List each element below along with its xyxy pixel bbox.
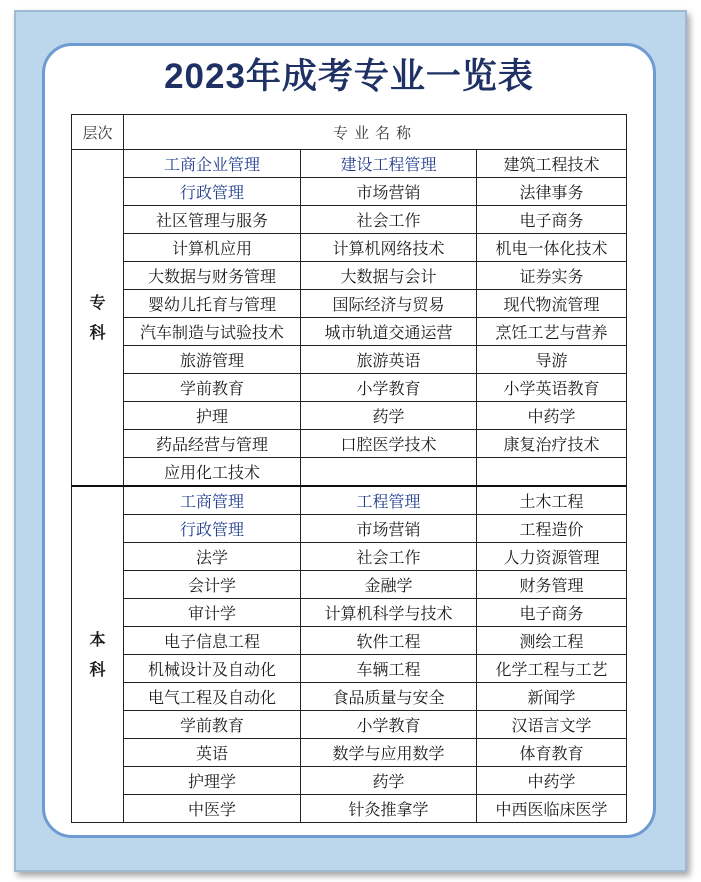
major-cell: 大数据与财务管理 — [124, 262, 301, 290]
table-row — [72, 683, 627, 711]
major-cell: 小学教育 — [301, 374, 477, 402]
table-row — [72, 430, 627, 458]
table-row — [72, 262, 627, 290]
major-cell: 机电一体化技术 — [477, 234, 627, 262]
section-label-char: 本 — [89, 629, 106, 649]
table-row — [72, 346, 627, 374]
major-cell: 工程造价 — [477, 515, 627, 543]
major-cell: 新闻学 — [477, 683, 627, 711]
major-cell: 护理学 — [124, 767, 301, 795]
table-row — [72, 402, 627, 430]
major-cell: 城市轨道交通运营 — [301, 318, 477, 346]
major-cell: 人力资源管理 — [477, 543, 627, 571]
major-cell: 小学教育 — [301, 711, 477, 739]
table-row — [72, 515, 627, 543]
table-row — [72, 543, 627, 571]
table-row — [72, 767, 627, 795]
section-label-char: 科 — [89, 659, 106, 679]
table-row — [72, 318, 627, 346]
major-cell: 药品经营与管理 — [124, 430, 301, 458]
major-cell: 社会工作 — [301, 206, 477, 234]
major-cell: 行政管理 — [124, 178, 301, 206]
major-cell: 中西医临床医学 — [477, 795, 627, 823]
major-cell: 工商管理 — [124, 486, 301, 515]
major-cell: 康复治疗技术 — [477, 430, 627, 458]
major-cell: 电气工程及自动化 — [124, 683, 301, 711]
major-cell: 药学 — [301, 767, 477, 795]
major-cell: 国际经济与贸易 — [301, 290, 477, 318]
major-cell: 证券实务 — [477, 262, 627, 290]
major-cell: 行政管理 — [124, 515, 301, 543]
table-row — [72, 655, 627, 683]
major-cell: 土木工程 — [477, 486, 627, 515]
major-cell: 计算机网络技术 — [301, 234, 477, 262]
table-row — [72, 458, 627, 487]
major-cell: 车辆工程 — [301, 655, 477, 683]
section-label-zhuanke — [72, 150, 124, 487]
major-cell: 大数据与会计 — [301, 262, 477, 290]
major-cell: 电子信息工程 — [124, 627, 301, 655]
table-row — [72, 374, 627, 402]
header-level: 层次 — [72, 115, 124, 150]
major-cell: 社区管理与服务 — [124, 206, 301, 234]
section-label-benke — [72, 486, 124, 823]
major-cell: 计算机科学与技术 — [301, 599, 477, 627]
table-row — [72, 599, 627, 627]
major-cell: 体育教育 — [477, 739, 627, 767]
major-cell: 应用化工技术 — [124, 458, 301, 487]
major-cell: 中医学 — [124, 795, 301, 823]
major-cell: 机械设计及自动化 — [124, 655, 301, 683]
section-label-char: 科 — [89, 322, 106, 342]
major-cell: 学前教育 — [124, 711, 301, 739]
major-cell: 测绘工程 — [477, 627, 627, 655]
major-cell: 英语 — [124, 739, 301, 767]
major-cell: 财务管理 — [477, 571, 627, 599]
major-cell: 食品质量与安全 — [301, 683, 477, 711]
major-cell: 建筑工程技术 — [477, 150, 627, 178]
table-header-row — [72, 115, 627, 150]
major-cell: 中药学 — [477, 402, 627, 430]
major-cell: 烹饪工艺与营养 — [477, 318, 627, 346]
major-cell: 婴幼儿托育与管理 — [124, 290, 301, 318]
major-cell: 口腔医学技术 — [301, 430, 477, 458]
major-cell: 建设工程管理 — [301, 150, 477, 178]
section-label-char: 专 — [89, 292, 106, 312]
major-cell: 旅游英语 — [301, 346, 477, 374]
major-cell: 电子商务 — [477, 599, 627, 627]
table-row — [72, 711, 627, 739]
major-cell: 市场营销 — [301, 178, 477, 206]
major-cell: 护理 — [124, 402, 301, 430]
major-cell: 工程管理 — [301, 486, 477, 515]
major-cell: 数学与应用数学 — [301, 739, 477, 767]
major-cell: 导游 — [477, 346, 627, 374]
major-cell — [301, 458, 477, 487]
major-cell: 会计学 — [124, 571, 301, 599]
table-row — [72, 290, 627, 318]
table-row — [72, 178, 627, 206]
major-cell: 药学 — [301, 402, 477, 430]
major-cell: 法律事务 — [477, 178, 627, 206]
major-cell: 现代物流管理 — [477, 290, 627, 318]
major-cell: 中药学 — [477, 767, 627, 795]
major-cell: 市场营销 — [301, 515, 477, 543]
major-cell: 汉语言文学 — [477, 711, 627, 739]
table-row — [72, 150, 627, 178]
header-major-name: 专业名称 — [124, 115, 627, 150]
major-cell: 汽车制造与试验技术 — [124, 318, 301, 346]
major-cell: 法学 — [124, 543, 301, 571]
table-row — [72, 795, 627, 823]
table-row — [72, 627, 627, 655]
major-cell: 软件工程 — [301, 627, 477, 655]
major-cell: 小学英语教育 — [477, 374, 627, 402]
table-row — [72, 206, 627, 234]
table-row — [72, 571, 627, 599]
major-cell: 审计学 — [124, 599, 301, 627]
page-title: 2023年成考专业一览表 — [164, 57, 534, 96]
major-table — [71, 114, 627, 823]
table-row — [72, 739, 627, 767]
major-cell: 计算机应用 — [124, 234, 301, 262]
major-cell: 电子商务 — [477, 206, 627, 234]
major-cell: 金融学 — [301, 571, 477, 599]
table-row — [72, 234, 627, 262]
major-cell: 针灸推拿学 — [301, 795, 477, 823]
major-cell: 工商企业管理 — [124, 150, 301, 178]
major-cell: 旅游管理 — [124, 346, 301, 374]
major-cell: 学前教育 — [124, 374, 301, 402]
major-cell — [477, 458, 627, 487]
major-cell: 社会工作 — [301, 543, 477, 571]
table-row — [72, 486, 627, 515]
major-cell: 化学工程与工艺 — [477, 655, 627, 683]
